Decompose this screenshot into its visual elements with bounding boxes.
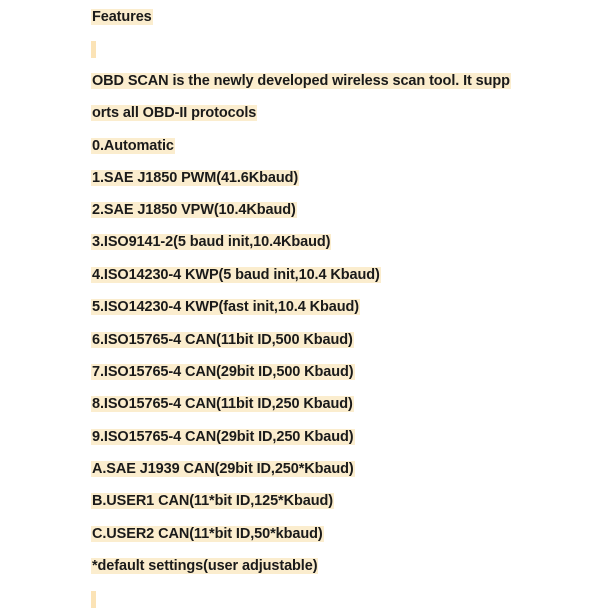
protocol-item bbox=[91, 524, 324, 545]
protocol-item bbox=[91, 362, 355, 383]
protocol-item-text: 3.ISO9141-2(5 baud init,10.4Kbaud) bbox=[92, 234, 331, 250]
protocol-item-text: 5.ISO14230-4 KWP(fast init,10.4 Kbaud) bbox=[92, 299, 359, 315]
protocol-item-text: 1.SAE J1850 PWM(41.6Kbaud) bbox=[92, 170, 299, 186]
protocol-item bbox=[91, 168, 299, 189]
protocol-item-text: 9.ISO15765-4 CAN(29bit ID,250 Kbaud) bbox=[92, 429, 354, 445]
footnote-text: *default settings(user adjustable) bbox=[92, 558, 318, 574]
protocol-item bbox=[91, 427, 355, 448]
protocol-item-text: B.USER1 CAN(11*bit ID,125*Kbaud) bbox=[92, 493, 333, 509]
empty-line-marker bbox=[91, 591, 96, 608]
empty-line-marker bbox=[91, 41, 96, 58]
protocol-item-text: 7.ISO15765-4 CAN(29bit ID,500 Kbaud) bbox=[92, 364, 354, 380]
intro-line-2-text: orts all OBD-II protocols bbox=[92, 105, 257, 121]
features-heading-text: Features bbox=[92, 9, 152, 25]
protocol-item bbox=[91, 200, 297, 221]
intro-line-1-text: OBD SCAN is the newly developed wireless scan tool. It supp bbox=[92, 73, 510, 89]
intro-line-1 bbox=[91, 71, 511, 92]
protocol-item-text: 8.ISO15765-4 CAN(11bit ID,250 Kbaud) bbox=[92, 396, 353, 412]
protocol-item-text: 6.ISO15765-4 CAN(11bit ID,500 Kbaud) bbox=[92, 332, 353, 348]
protocol-item bbox=[91, 232, 331, 253]
footnote bbox=[91, 556, 318, 577]
protocol-item-text: 2.SAE J1850 VPW(10.4Kbaud) bbox=[92, 202, 296, 218]
protocol-item bbox=[91, 491, 334, 512]
protocol-item bbox=[91, 330, 354, 351]
protocol-item-text: 4.ISO14230-4 KWP(5 baud init,10.4 Kbaud) bbox=[92, 267, 380, 283]
protocol-item bbox=[91, 136, 175, 157]
protocol-item bbox=[91, 394, 354, 415]
protocol-item bbox=[91, 265, 381, 286]
protocol-item-text: A.SAE J1939 CAN(29bit ID,250*Kbaud) bbox=[92, 461, 354, 477]
protocol-item-text: 0.Automatic bbox=[92, 138, 174, 154]
protocol-item bbox=[91, 297, 360, 318]
protocol-item-text: C.USER2 CAN(11*bit ID,50*kbaud) bbox=[92, 526, 323, 542]
intro-line-2 bbox=[91, 103, 257, 124]
protocol-item bbox=[91, 459, 355, 480]
features-heading bbox=[91, 7, 153, 28]
